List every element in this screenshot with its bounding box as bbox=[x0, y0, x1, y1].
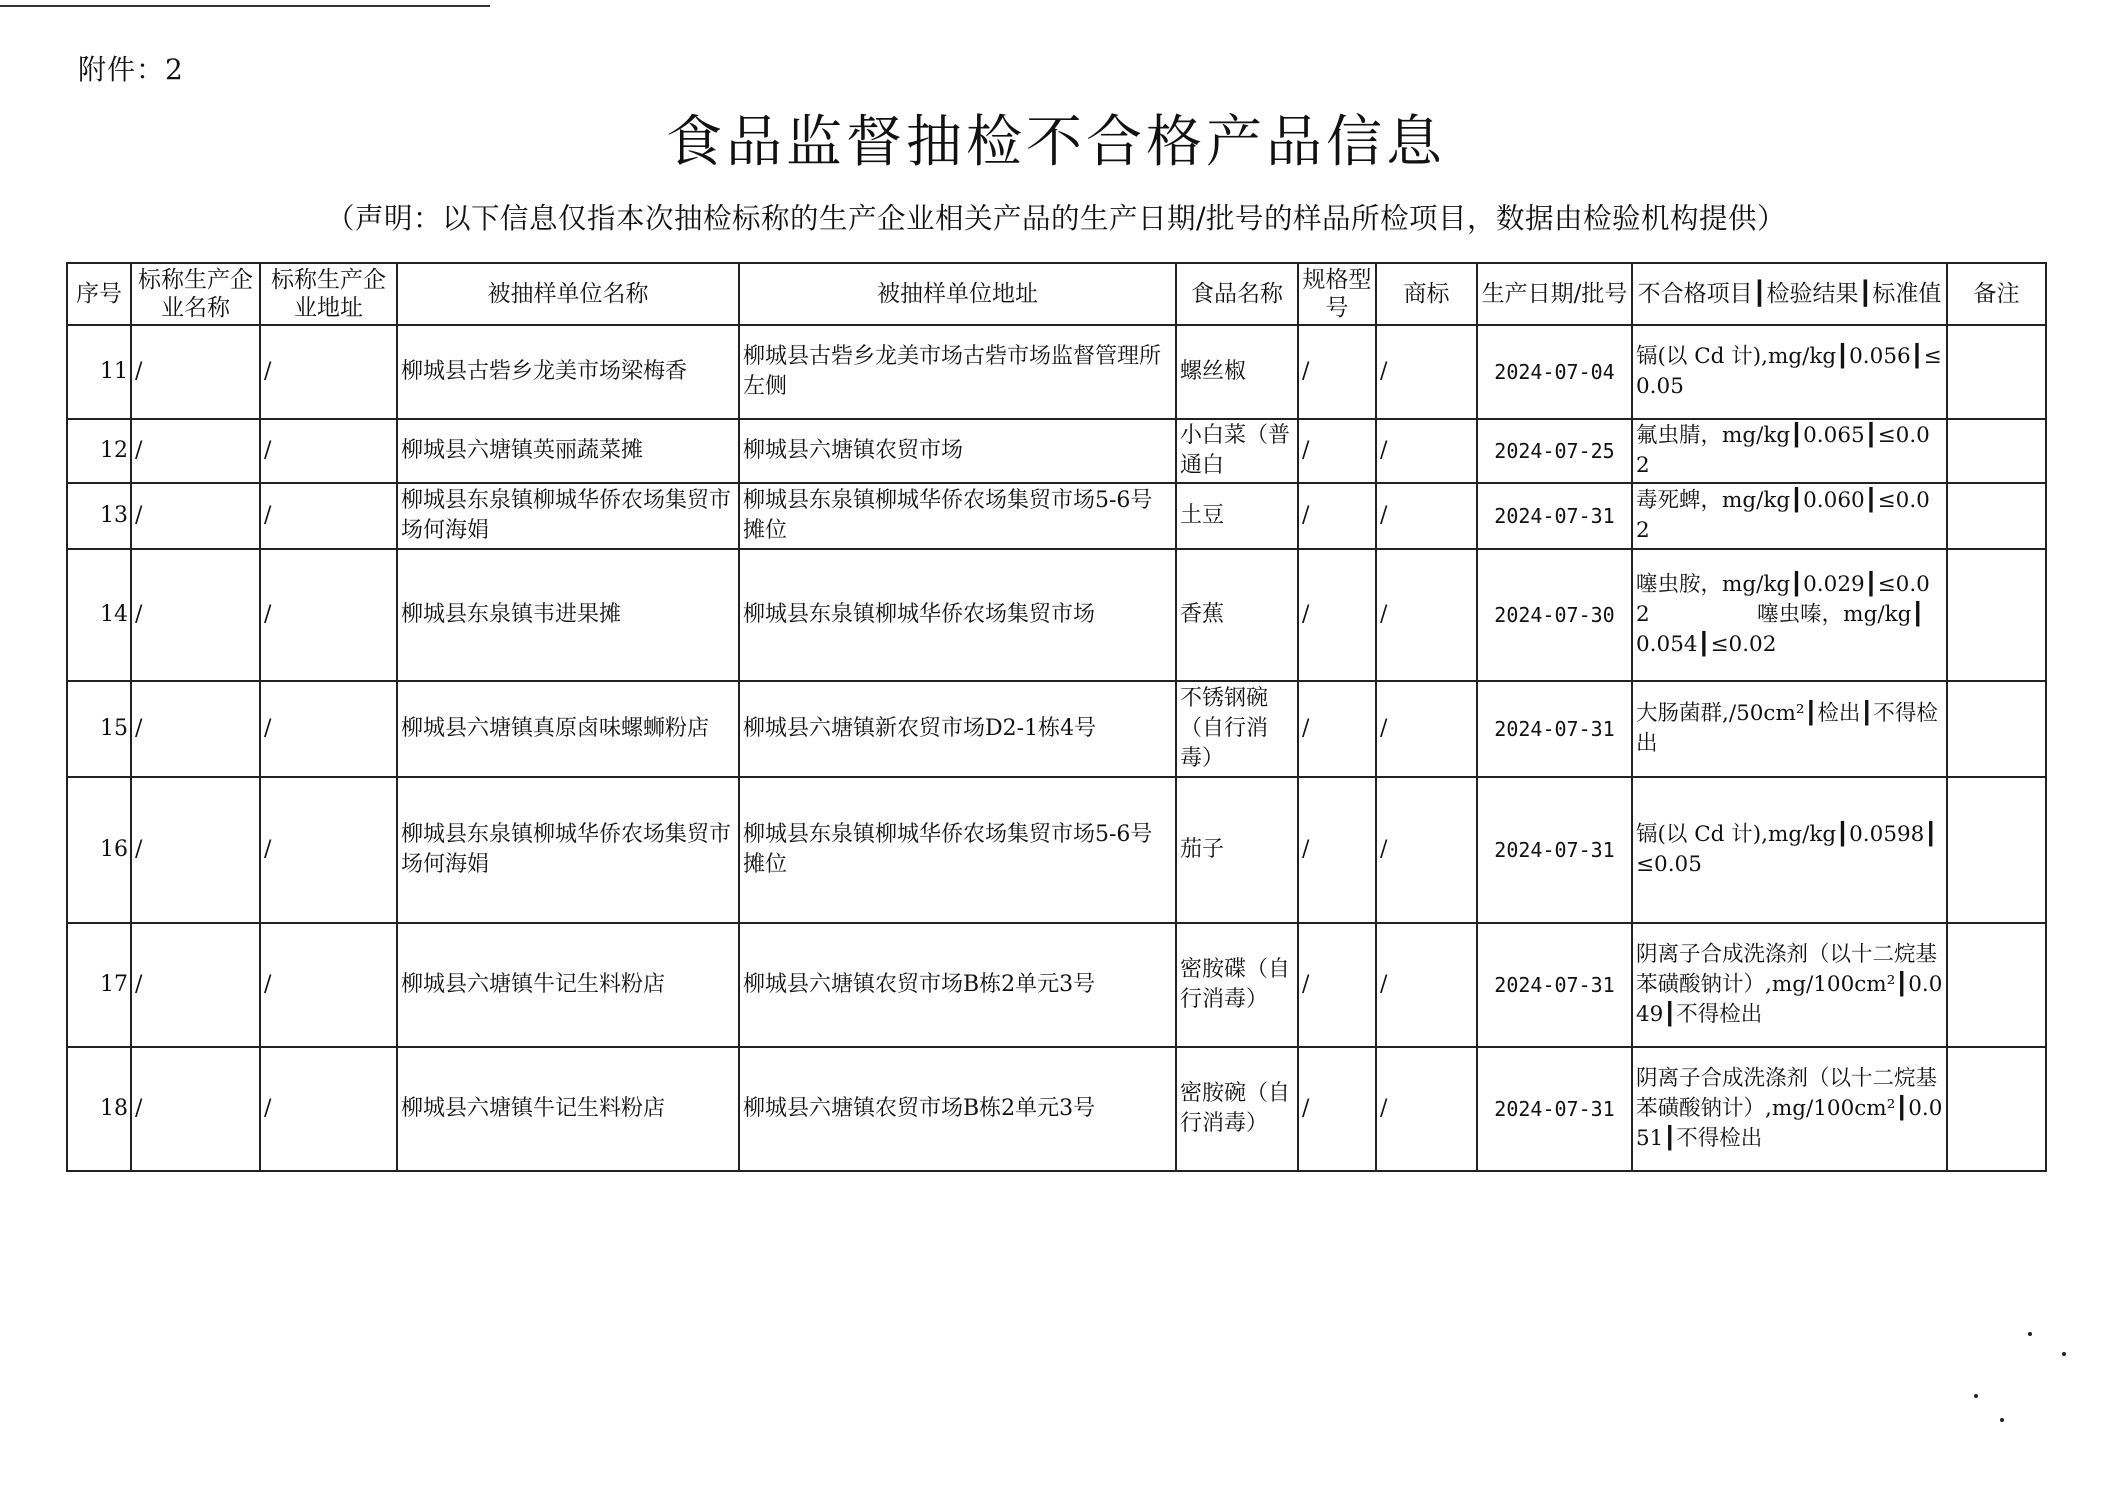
column-header-brand: 商标 bbox=[1376, 263, 1477, 325]
spec-cell: / bbox=[1298, 777, 1376, 923]
spec-cell: / bbox=[1298, 549, 1376, 681]
mfr-address-cell: / bbox=[260, 325, 397, 419]
column-header-mfr-name: 标称生产企业名称 bbox=[131, 263, 260, 325]
failed-item-cell: 镉(以 Cd 计),mg/kg┃0.056┃≤0.05 bbox=[1632, 325, 1947, 419]
food-name-cell: 不锈钢碗（自行消毒） bbox=[1176, 681, 1298, 777]
food-name-cell: 土豆 bbox=[1176, 483, 1298, 549]
brand-cell: / bbox=[1376, 777, 1477, 923]
brand-cell: / bbox=[1376, 1047, 1477, 1171]
spec-cell: / bbox=[1298, 923, 1376, 1047]
mfr-address-cell: / bbox=[260, 923, 397, 1047]
food-name-text: 小白菜（普通白 bbox=[1180, 423, 1291, 478]
unit-address-cell: 柳城县六塘镇农贸市场 bbox=[739, 419, 1176, 483]
column-header-food-name: 食品名称 bbox=[1176, 263, 1298, 325]
row-number: 17 bbox=[67, 923, 131, 1047]
brand-cell: / bbox=[1376, 483, 1477, 549]
date-cell: 2024-07-30 bbox=[1477, 549, 1632, 681]
brand-cell: / bbox=[1376, 681, 1477, 777]
remark-cell bbox=[1947, 681, 2046, 777]
date-cell: 2024-07-04 bbox=[1477, 325, 1632, 419]
spec-cell: / bbox=[1298, 325, 1376, 419]
mfr-name-cell: / bbox=[131, 325, 260, 419]
remark-cell bbox=[1947, 325, 2046, 419]
column-header-no: 序号 bbox=[67, 263, 131, 325]
mfr-address-cell: / bbox=[260, 419, 397, 483]
table-row bbox=[67, 777, 2046, 923]
food-name-cell: 螺丝椒 bbox=[1176, 325, 1298, 419]
table-row bbox=[67, 923, 2046, 1047]
unit-address-cell: 柳城县东泉镇柳城华侨农场集贸市场5-6号摊位 bbox=[739, 777, 1176, 923]
unit-name-cell: 柳城县六塘镇英丽蔬菜摊 bbox=[397, 419, 739, 483]
column-header-unit-address: 被抽样单位地址 bbox=[739, 263, 1176, 325]
unit-address-cell: 柳城县六塘镇农贸市场B栋2单元3号 bbox=[739, 923, 1176, 1047]
mfr-address-cell: / bbox=[260, 777, 397, 923]
spec-cell: / bbox=[1298, 1047, 1376, 1171]
table-row bbox=[67, 483, 2046, 549]
row-number: 13 bbox=[67, 483, 131, 549]
unit-name-cell: 柳城县六塘镇牛记生料粉店 bbox=[397, 923, 739, 1047]
unit-address-cell: 柳城县东泉镇柳城华侨农场集贸市场 bbox=[739, 549, 1176, 681]
remark-cell bbox=[1947, 419, 2046, 483]
unit-name-cell: 柳城县六塘镇真原卤味螺蛳粉店 bbox=[397, 681, 739, 777]
remark-cell bbox=[1947, 483, 2046, 549]
unit-name-cell: 柳城县东泉镇柳城华侨农场集贸市场何海娟 bbox=[397, 483, 739, 549]
column-header-date: 生产日期/批号 bbox=[1477, 263, 1632, 325]
mfr-name-cell: / bbox=[131, 1047, 260, 1171]
row-number: 14 bbox=[67, 549, 131, 681]
failed-item-cell: 毒死蜱，mg/kg┃0.060┃≤0.02 bbox=[1632, 483, 1947, 549]
table-row bbox=[67, 681, 2046, 777]
unit-name-cell: 柳城县东泉镇韦进果摊 bbox=[397, 549, 739, 681]
mfr-address-cell: / bbox=[260, 681, 397, 777]
brand-cell: / bbox=[1376, 325, 1477, 419]
failed-item-cell: 阴离子合成洗涤剂（以十二烷基苯磺酸钠计）,mg/100cm²┃0.051┃不得检出 bbox=[1632, 1047, 1947, 1171]
column-header-spec: 规格型号 bbox=[1298, 263, 1376, 325]
failed-item-cell: 镉(以 Cd 计),mg/kg┃0.0598┃≤0.05 bbox=[1632, 777, 1947, 923]
food-name-cell: 茄子 bbox=[1176, 777, 1298, 923]
column-header-remark: 备注 bbox=[1947, 263, 2046, 325]
failed-item-cell: 氟虫腈，mg/kg┃0.065┃≤0.02 bbox=[1632, 419, 1947, 483]
column-header-mfr-address: 标称生产企业地址 bbox=[260, 263, 397, 325]
row-number: 16 bbox=[67, 777, 131, 923]
row-number: 12 bbox=[67, 419, 131, 483]
disclaimer-statement: （声明：以下信息仅指本次抽检标称的生产企业相关产品的生产日期/批号的样品所检项目，数据由检验机构提供） bbox=[325, 202, 1787, 235]
food-name-cell: 密胺碟（自行消毒） bbox=[1176, 923, 1298, 1047]
date-cell: 2024-07-25 bbox=[1477, 419, 1632, 483]
date-cell: 2024-07-31 bbox=[1477, 483, 1632, 549]
remark-cell bbox=[1947, 923, 2046, 1047]
column-header-failed-item: 不合格项目┃检验结果┃标准值 bbox=[1632, 263, 1947, 325]
mfr-name-cell: / bbox=[131, 923, 260, 1047]
unit-name-cell: 柳城县东泉镇柳城华侨农场集贸市场何海娟 bbox=[397, 777, 739, 923]
remark-cell bbox=[1947, 1047, 2046, 1171]
scan-speck bbox=[2062, 1352, 2066, 1356]
row-number: 11 bbox=[67, 325, 131, 419]
mfr-name-cell: / bbox=[131, 483, 260, 549]
mfr-address-cell: / bbox=[260, 549, 397, 681]
unit-name-cell: 柳城县六塘镇牛记生料粉店 bbox=[397, 1047, 739, 1171]
table-row bbox=[67, 419, 2046, 483]
unit-address-cell: 柳城县古砦乡龙美市场古砦市场监督管理所左侧 bbox=[739, 325, 1176, 419]
failed-item-cell: 阴离子合成洗涤剂（以十二烷基苯磺酸钠计）,mg/100cm²┃0.049┃不得检出 bbox=[1632, 923, 1947, 1047]
date-cell: 2024-07-31 bbox=[1477, 777, 1632, 923]
unit-address-cell: 柳城县东泉镇柳城华侨农场集贸市场5-6号摊位 bbox=[739, 483, 1176, 549]
table-header-row bbox=[67, 263, 2046, 325]
column-header-unit-name: 被抽样单位名称 bbox=[397, 263, 739, 325]
date-cell: 2024-07-31 bbox=[1477, 681, 1632, 777]
spec-cell: / bbox=[1298, 483, 1376, 549]
inspection-table bbox=[66, 262, 2047, 1172]
mfr-name-cell: / bbox=[131, 419, 260, 483]
table-row bbox=[67, 1047, 2046, 1171]
brand-cell: / bbox=[1376, 419, 1477, 483]
top-rule bbox=[0, 5, 490, 7]
date-cell: 2024-07-31 bbox=[1477, 1047, 1632, 1171]
mfr-name-cell: / bbox=[131, 681, 260, 777]
brand-cell: / bbox=[1376, 549, 1477, 681]
spec-cell: / bbox=[1298, 419, 1376, 483]
unit-name-cell: 柳城县古砦乡龙美市场梁梅香 bbox=[397, 325, 739, 419]
remark-cell bbox=[1947, 777, 2046, 923]
row-number: 18 bbox=[67, 1047, 131, 1171]
scan-speck bbox=[2028, 1332, 2032, 1336]
mfr-name-cell: / bbox=[131, 549, 260, 681]
brand-cell: / bbox=[1376, 923, 1477, 1047]
scan-speck bbox=[2000, 1418, 2004, 1422]
row-number: 15 bbox=[67, 681, 131, 777]
attachment-label: 附件：2 bbox=[78, 53, 184, 86]
scan-speck bbox=[1974, 1394, 1978, 1398]
mfr-name-cell: / bbox=[131, 777, 260, 923]
mfr-address-cell: / bbox=[260, 1047, 397, 1171]
unit-address-cell: 柳城县六塘镇农贸市场B栋2单元3号 bbox=[739, 1047, 1176, 1171]
remark-cell bbox=[1947, 549, 2046, 681]
spec-cell: / bbox=[1298, 681, 1376, 777]
failed-item-cell: 噻虫胺，mg/kg┃0.029┃≤0.02 噻虫嗪，mg/kg┃0.054┃≤0.02 bbox=[1632, 549, 1947, 681]
mfr-address-cell: / bbox=[260, 483, 397, 549]
table-row bbox=[67, 549, 2046, 681]
food-name-cell: 密胺碗（自行消毒） bbox=[1176, 1047, 1298, 1171]
page-title: 食品监督抽检不合格产品信息 bbox=[666, 110, 1446, 175]
unit-address-cell: 柳城县六塘镇新农贸市场D2-1栋4号 bbox=[739, 681, 1176, 777]
food-name-cell: 香蕉 bbox=[1176, 549, 1298, 681]
table-row bbox=[67, 325, 2046, 419]
failed-item-cell: 大肠菌群,/50cm²┃检出┃不得检出 bbox=[1632, 681, 1947, 777]
food-name-cell bbox=[1176, 419, 1298, 483]
date-cell: 2024-07-31 bbox=[1477, 923, 1632, 1047]
